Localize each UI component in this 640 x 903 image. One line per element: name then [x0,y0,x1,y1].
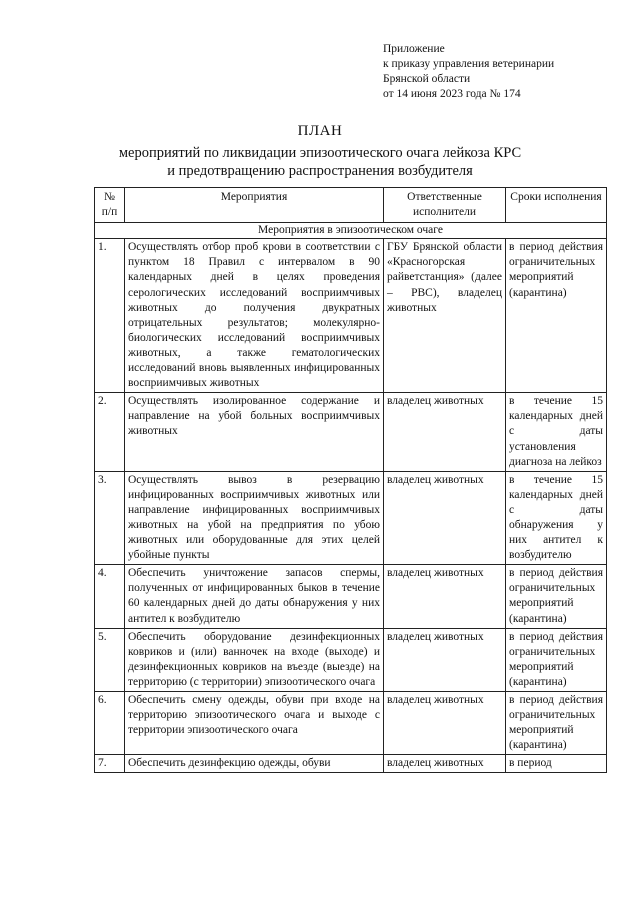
appendix-line: Брянской области [383,73,471,85]
row-responsible: владелец животных [384,755,506,773]
row-measure: Обеспечить смену одежды, обуви при входе на территорию эпизоотического очага и выходе с территории эпизоотического очага [125,692,384,755]
row-num: 6. [95,692,125,755]
header-responsible: Ответственные исполнители [384,188,506,223]
table-row [95,692,607,755]
document-subtitle [0,144,640,180]
document-subtitle-line: и предотвращению распространения возбудителя [167,163,473,179]
row-num: 3. [95,471,125,565]
row-measure: Осуществлять отбор проб крови в соответствии с пунктом 18 Правил с интервалом в 90 календарных дней в целях проведения серологических исследований восприимчивых животных до получения двукратных отрицательных результатов; молекулярно-биологических исследований восприимчивых животных, а также гематологических исследований вновь выявленных инфицированных восприимчивых животных [125,239,384,393]
header-measure: Мероприятия [125,188,384,223]
row-term: в период действия ограничительных мероприятий (карантина) [506,565,607,628]
row-term: в период действия ограничительных мероприятий (карантина) [506,239,607,393]
section-title: Мероприятия в эпизоотическом очаге [95,223,607,239]
document-title: ПЛАН [297,123,343,139]
row-term: в период действия ограничительных мероприятий (карантина) [506,628,607,691]
row-measure: Обеспечить дезинфекцию одежды, обуви [125,755,384,773]
row-term: в период [506,755,607,773]
row-num: 2. [95,393,125,471]
row-responsible: владелец животных [384,565,506,628]
row-num: 7. [95,755,125,773]
appendix-line: от 14 июня 2023 года № 174 [383,88,521,100]
table-row [95,628,607,691]
row-term: в течение 15 календарных дней с даты обнаружения у них антител к возбудителю [506,471,607,565]
title-block [0,122,640,180]
section-row [95,223,607,239]
row-measure: Осуществлять вывоз в резервацию инфицированных восприимчивых животных или направление инфицированных восприимчивых животных на убой на предприятия по убою животных или оборудованные для этих целей убойные пункты [125,471,384,565]
appendix-line: Приложение [383,43,445,55]
table-body [95,223,607,773]
header-num: № п/п [95,188,125,223]
row-num: 1. [95,239,125,393]
table-row [95,393,607,471]
row-measure: Осуществлять изолированное содержание и направление на убой больных восприимчивых животных [125,393,384,471]
row-measure: Обеспечить уничтожение запасов спермы, полученных от инфицированных быков в течение 60 календарных дней до даты обнаружения у них антител к возбудителю [125,565,384,628]
appendix-block [383,42,633,102]
header-term: Сроки исполнения [506,188,607,223]
row-responsible: ГБУ Брянской области «Красногорская райветстанция» (далее – РВС), владелец животных [384,239,506,393]
row-responsible: владелец животных [384,393,506,471]
row-measure: Обеспечить оборудование дезинфекционных ковриков и (или) ванночек на входе (выходе) и дезинфекционных ковриков на въезде (выезде) на территорию (с территории) эпизоотического очага [125,628,384,691]
table-header-row [95,188,607,223]
table-row [95,471,607,565]
table-row [95,565,607,628]
row-responsible: владелец животных [384,692,506,755]
row-num: 5. [95,628,125,691]
document-subtitle-line: мероприятий по ликвидации эпизоотического очага лейкоза КРС [118,145,522,161]
row-num: 4. [95,565,125,628]
row-responsible: владелец животных [384,628,506,691]
row-responsible: владелец животных [384,471,506,565]
row-term: в течение 15 календарных дней с даты установления диагноза на лейкоз [506,393,607,471]
appendix-line: к приказу управления ветеринарии [383,58,555,70]
row-term: в период действия ограничительных мероприятий (карантина) [506,692,607,755]
table-row [95,239,607,393]
table-row [95,755,607,773]
plan-table [94,187,607,773]
